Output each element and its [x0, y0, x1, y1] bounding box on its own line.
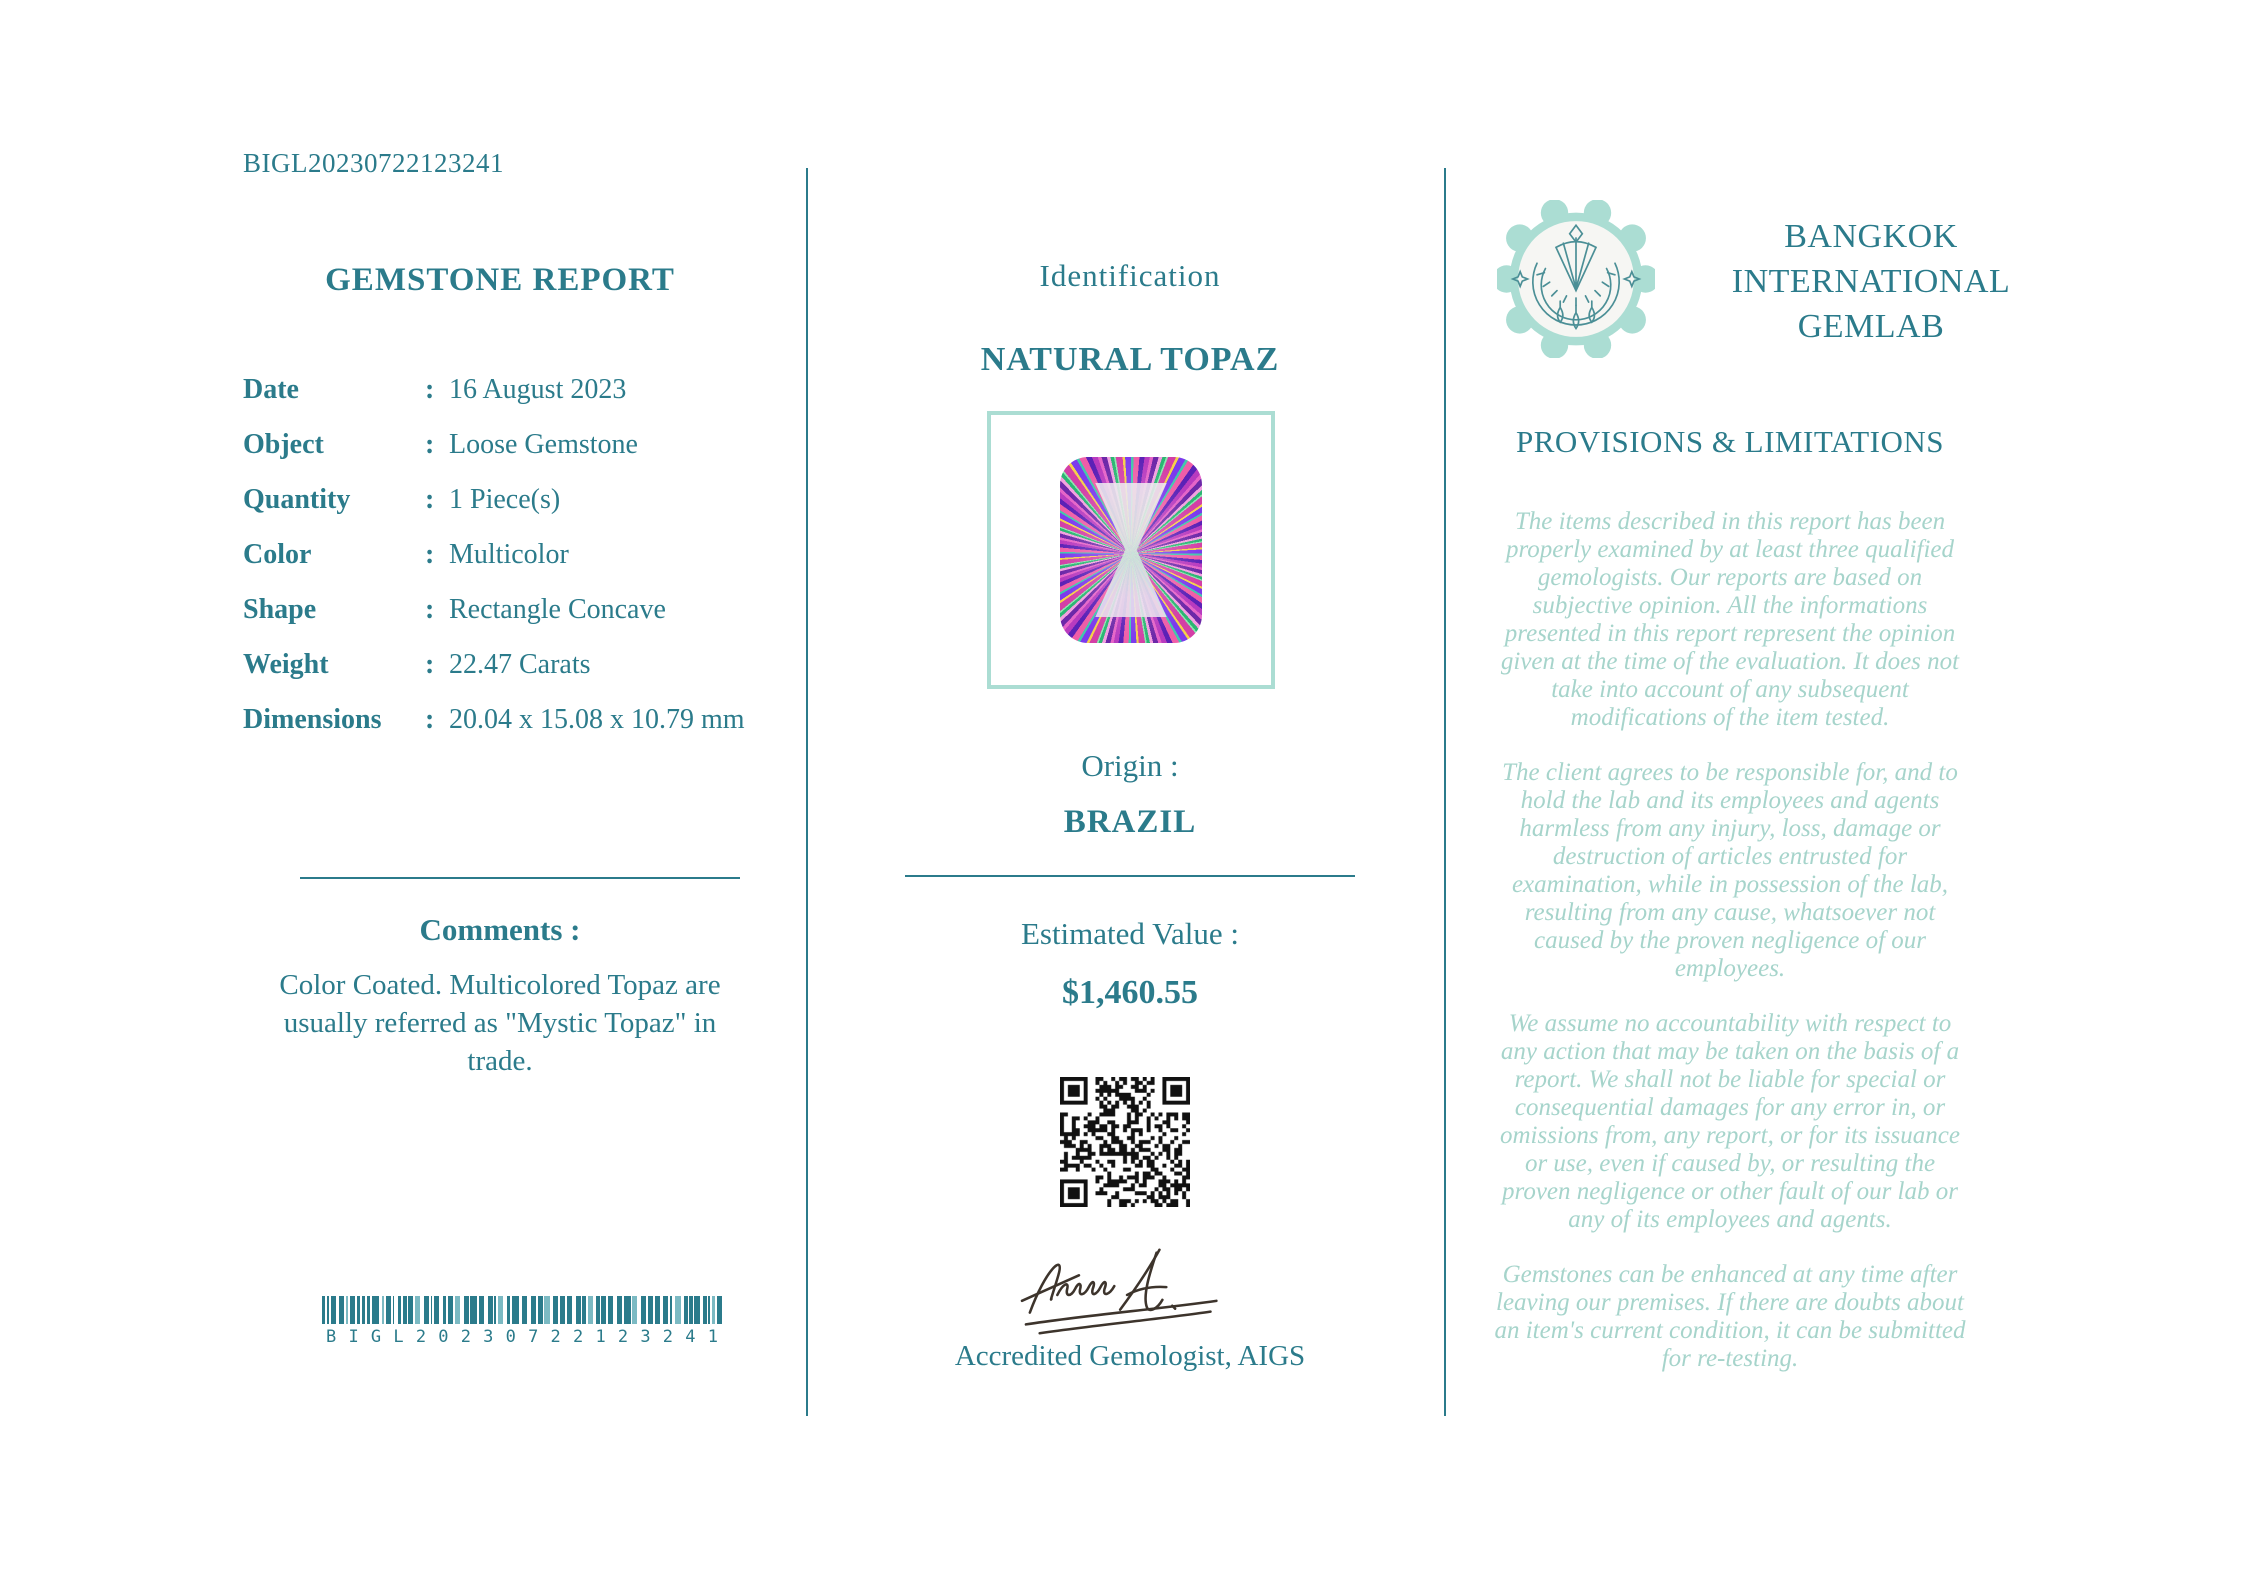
- provision-paragraph: The items described in this report has been properly examined by at least three qualified gemologists. Our reports are based on subjective opinion. All the informations presented in this report represent the opinion given at the time of the evaluation. It does not take into account of any subsequent modifications of the item tested.: [1500, 508, 1960, 731]
- barcode-icon: [322, 1296, 722, 1324]
- stone-name: NATURAL TOPAZ: [980, 341, 1280, 378]
- detail-colon: :: [425, 484, 435, 515]
- lab-name-line: INTERNATIONAL: [1731, 263, 2011, 300]
- detail-row: [243, 375, 755, 404]
- detail-label: Dimensions: [243, 704, 382, 735]
- detail-row: [243, 485, 755, 514]
- detail-value: 20.04 x 15.08 x 10.79 mm: [449, 704, 745, 735]
- value-divider: [905, 875, 1355, 877]
- comments-divider: [300, 877, 740, 879]
- detail-value: Loose Gemstone: [449, 429, 638, 460]
- detail-colon: :: [425, 539, 435, 570]
- comments-text: Color Coated. Multicolored Topaz are usually referred as "Mystic Topaz" in trade.: [279, 969, 721, 1077]
- detail-colon: :: [425, 704, 435, 735]
- lab-name-line: GEMLAB: [1797, 308, 1945, 345]
- detail-row: [243, 540, 755, 569]
- detail-row: [243, 595, 755, 624]
- detail-value: 22.47 Carats: [449, 649, 591, 680]
- gem-photo-icon: [1060, 457, 1202, 643]
- comments-heading: Comments :: [419, 912, 581, 947]
- estimated-value-label: Estimated Value :: [1020, 916, 1240, 951]
- detail-value: 1 Piece(s): [449, 484, 561, 515]
- details-table: [243, 375, 755, 760]
- detail-value: Rectangle Concave: [449, 594, 666, 625]
- column-divider-right: [1444, 168, 1446, 1416]
- detail-label: Object: [243, 429, 324, 460]
- detail-row: [243, 705, 755, 734]
- origin-label: Origin :: [1081, 748, 1179, 783]
- provisions-paragraphs: [1488, 508, 1972, 1400]
- detail-label: Date: [243, 374, 299, 405]
- qr-code-icon: [1060, 1077, 1190, 1207]
- detail-colon: :: [425, 374, 435, 405]
- origin-value: BRAZIL: [1063, 804, 1197, 840]
- detail-colon: :: [425, 429, 435, 460]
- gem-photo-frame: [987, 411, 1275, 689]
- barcode: [322, 1296, 722, 1347]
- page-title: GEMSTONE REPORT: [325, 262, 675, 298]
- barcode-text: B I G L 2 0 2 3 0 7 2 2 1 2 3 2 4 1: [326, 1327, 718, 1347]
- provision-paragraph: Gemstones can be enhanced at any time after leaving our premises. If there are doubts about an item's current condition, it can be submitted for re-testing.: [1494, 1261, 1966, 1372]
- column-divider-left: [806, 168, 808, 1416]
- lab-name: [1689, 214, 2053, 349]
- signature-icon: [1005, 1238, 1255, 1346]
- detail-label: Shape: [243, 594, 317, 625]
- provision-paragraph: We assume no accountability with respect to any action that may be taken on the basis of a report. We shall not be liable for special or consequential damages for any error in, or omissions from, any report, or for its issuance or use, even if caused by, or resulting the proven negligence or other fault of our lab or any of its employees and agents.: [1500, 1010, 1960, 1233]
- detail-colon: :: [425, 649, 435, 680]
- provisions-heading: PROVISIONS & LIMITATIONS: [1515, 424, 1945, 459]
- provision-paragraph: The client agrees to be responsible for, and to hold the lab and its employees and agents harmless from any injury, loss, damage or destruction of articles entrusted for examination, while in possession of the lab, resulting from any cause, whatsoever not caused by the proven negligence of our employees.: [1502, 759, 1958, 982]
- detail-row: [243, 650, 755, 679]
- detail-label: Color: [243, 539, 312, 570]
- report-number: BIGL20230722123241: [243, 148, 504, 178]
- detail-colon: :: [425, 594, 435, 625]
- lab-seal-icon: [1497, 200, 1655, 358]
- detail-row: [243, 430, 755, 459]
- lab-name-line: BANGKOK: [1784, 218, 1958, 255]
- lab-header: [1497, 200, 2053, 358]
- gemologist-line: Accredited Gemologist, AIGS: [954, 1340, 1306, 1372]
- identification-heading: Identification: [1039, 258, 1221, 293]
- detail-label: Weight: [243, 649, 329, 680]
- detail-value: Multicolor: [449, 539, 569, 570]
- detail-value: 16 August 2023: [449, 374, 627, 405]
- detail-label: Quantity: [243, 484, 351, 515]
- estimated-value: $1,460.55: [1062, 974, 1198, 1011]
